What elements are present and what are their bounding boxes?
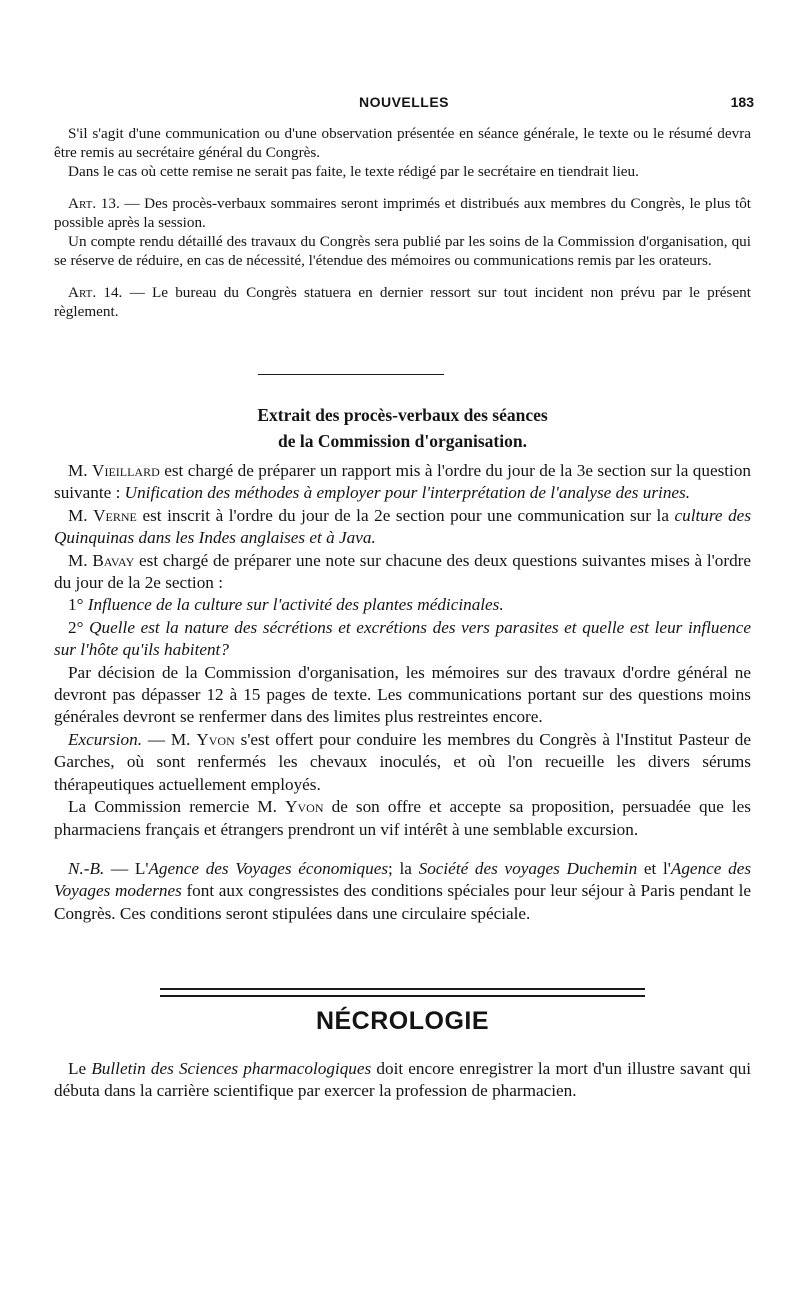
- communication-title: culture des Quinquinas dans les Indes anglaises et à Java.: [54, 505, 752, 548]
- paragraph-text: — L': [110, 858, 149, 878]
- agency-name: Agence des Voyages économiques: [148, 858, 389, 878]
- question-text: Influence de la culture sur l'activité des plantes médicinales.: [87, 595, 504, 615]
- page-header: [54, 94, 754, 114]
- journal-title: Bulletin des Sciences pharmacologiques: [91, 1059, 372, 1078]
- extract-title-line-1: Extrait des procès-verbaux des séances: [257, 405, 548, 425]
- question-title: Unification des méthodes à employer pour l'interprétation de l'analyse des urines.: [124, 483, 691, 503]
- honorific: M.: [68, 505, 88, 525]
- person-name: Yvon: [285, 797, 324, 817]
- question-text: Quelle est la nature des sécrétions et excrétions des vers parasites et quelle est leur influence sur l'hôte qu'ils habitent?: [54, 617, 752, 660]
- paragraph-text: est chargé de préparer une note sur chacune des deux questions suivantes mises à l'ordre du jour de la 2e section :: [54, 550, 752, 593]
- extract-paragraph-remerciement: [54, 796, 751, 841]
- rules-section: [54, 124, 751, 321]
- page-number: 183: [730, 94, 754, 110]
- article-14: [54, 283, 751, 321]
- necrologie-paragraph: [54, 1058, 751, 1103]
- paragraph-text: de son offre et accepte sa proposition, persuadée que les pharmaciens français et étrangers prendront un vif intérêt à une semblable excursion.: [54, 797, 751, 839]
- rules-paragraph-1: S'il s'agit d'une communication ou d'une observation présentée en séance générale, le texte ou le résumé devra être remis au secrétaire général du Congrès.: [54, 125, 751, 161]
- person-name: Verne: [93, 505, 137, 525]
- extract-title-line-2: de la Commission d'organisation.: [278, 431, 527, 451]
- question-number: 1°: [68, 595, 84, 615]
- necrologie-title: NÉCROLOGIE: [315, 1007, 490, 1035]
- extract-title: [54, 402, 751, 454]
- necrologie-body: [54, 1058, 751, 1103]
- paragraph-text: — M.: [147, 729, 191, 749]
- article-14-text: — Le bureau du Congrès statuera en dernier ressort sur tout incident non prévu par le présent règlement.: [54, 284, 751, 320]
- extract-body: [54, 460, 751, 925]
- extract-paragraph-vieillard: [54, 460, 751, 505]
- person-name: Bavay: [92, 550, 135, 570]
- question-number: 2°: [68, 617, 84, 637]
- article-14-label: Art. 14.: [68, 284, 123, 301]
- article-13-text: — Des procès-verbaux sommaires seront imprimés et distribués aux membres du Congrès, le plus tôt possible après la session.: [54, 195, 752, 231]
- question-1: [54, 594, 751, 616]
- article-13-label: Art. 13.: [68, 195, 120, 212]
- section-divider: [258, 374, 444, 375]
- paragraph-text: s'est offert pour conduire les membres du Congrès à l'Institut Pasteur de Garches, où sont renfermés les chevaux inoculés, et où l'on recueille les divers sérums thérapeutiques actuellement employés.: [54, 729, 751, 794]
- paragraph-text: est chargé de préparer un rapport mis à l'ordre du jour de la 3e section sur la question suivante :: [54, 461, 752, 503]
- nota-bene: [54, 858, 751, 925]
- extract-paragraph-memoires: Par décision de la Commission d'organisation, les mémoires sur des travaux d'ordre général ne devront pas dépasser 12 à 15 pages de texte. Les communications portant sur des questions moins générales devront se renfermer dans des limites plus restreintes encore.: [54, 662, 751, 727]
- extract-paragraph-bavay: [54, 550, 751, 595]
- extract-paragraph-excursion: [54, 729, 751, 796]
- question-2: [54, 617, 751, 662]
- paragraph-text: La Commission remercie M.: [68, 797, 277, 817]
- person-name: Vieillard: [92, 461, 160, 480]
- paragraph-text: est inscrit à l'ordre du jour de la 2e section pour une communication sur la: [142, 505, 669, 525]
- person-name: Yvon: [196, 729, 235, 749]
- paragraph-text: et l': [643, 858, 671, 878]
- paragraph-text: Le: [68, 1059, 87, 1078]
- paragraph-text: doit encore enregistrer la mort d'un illustre savant qui débuta dans la carrière scientifique par exercer la profession de pharmacien.: [54, 1059, 752, 1101]
- rules-paragraph-3: Un compte rendu détaillé des travaux du Congrès sera publié par les soins de la Commission d'organisation, qui se réserve de réduire, en cas de nécessité, l'étendue des mémoires ou communications remis par les orateurs.: [54, 233, 751, 269]
- rules-paragraph-2: Dans le cas où cette remise ne serait pas faite, le texte rédigé par le secrétaire en tiendrait lieu.: [68, 163, 639, 180]
- article-13: [54, 194, 751, 232]
- paragraph-text: ; la: [388, 858, 412, 878]
- paragraph-text: font aux congressistes des conditions spéciales pour leur séjour à Paris pendant le Congrès. Ces conditions seront stipulées dans une circulaire spéciale.: [54, 881, 751, 923]
- agency-name: Société des voyages Duchemin: [418, 858, 638, 878]
- agency-name: Agence des Voyages modernes: [54, 858, 752, 901]
- honorific: M.: [68, 550, 88, 570]
- nota-bene-label: N.-B.: [68, 858, 105, 878]
- double-rule-divider: [160, 988, 645, 997]
- extract-paragraph-verne: [54, 505, 751, 550]
- honorific: M.: [68, 461, 88, 480]
- running-title: NOUVELLES: [358, 94, 450, 110]
- excursion-label: Excursion.: [68, 729, 142, 749]
